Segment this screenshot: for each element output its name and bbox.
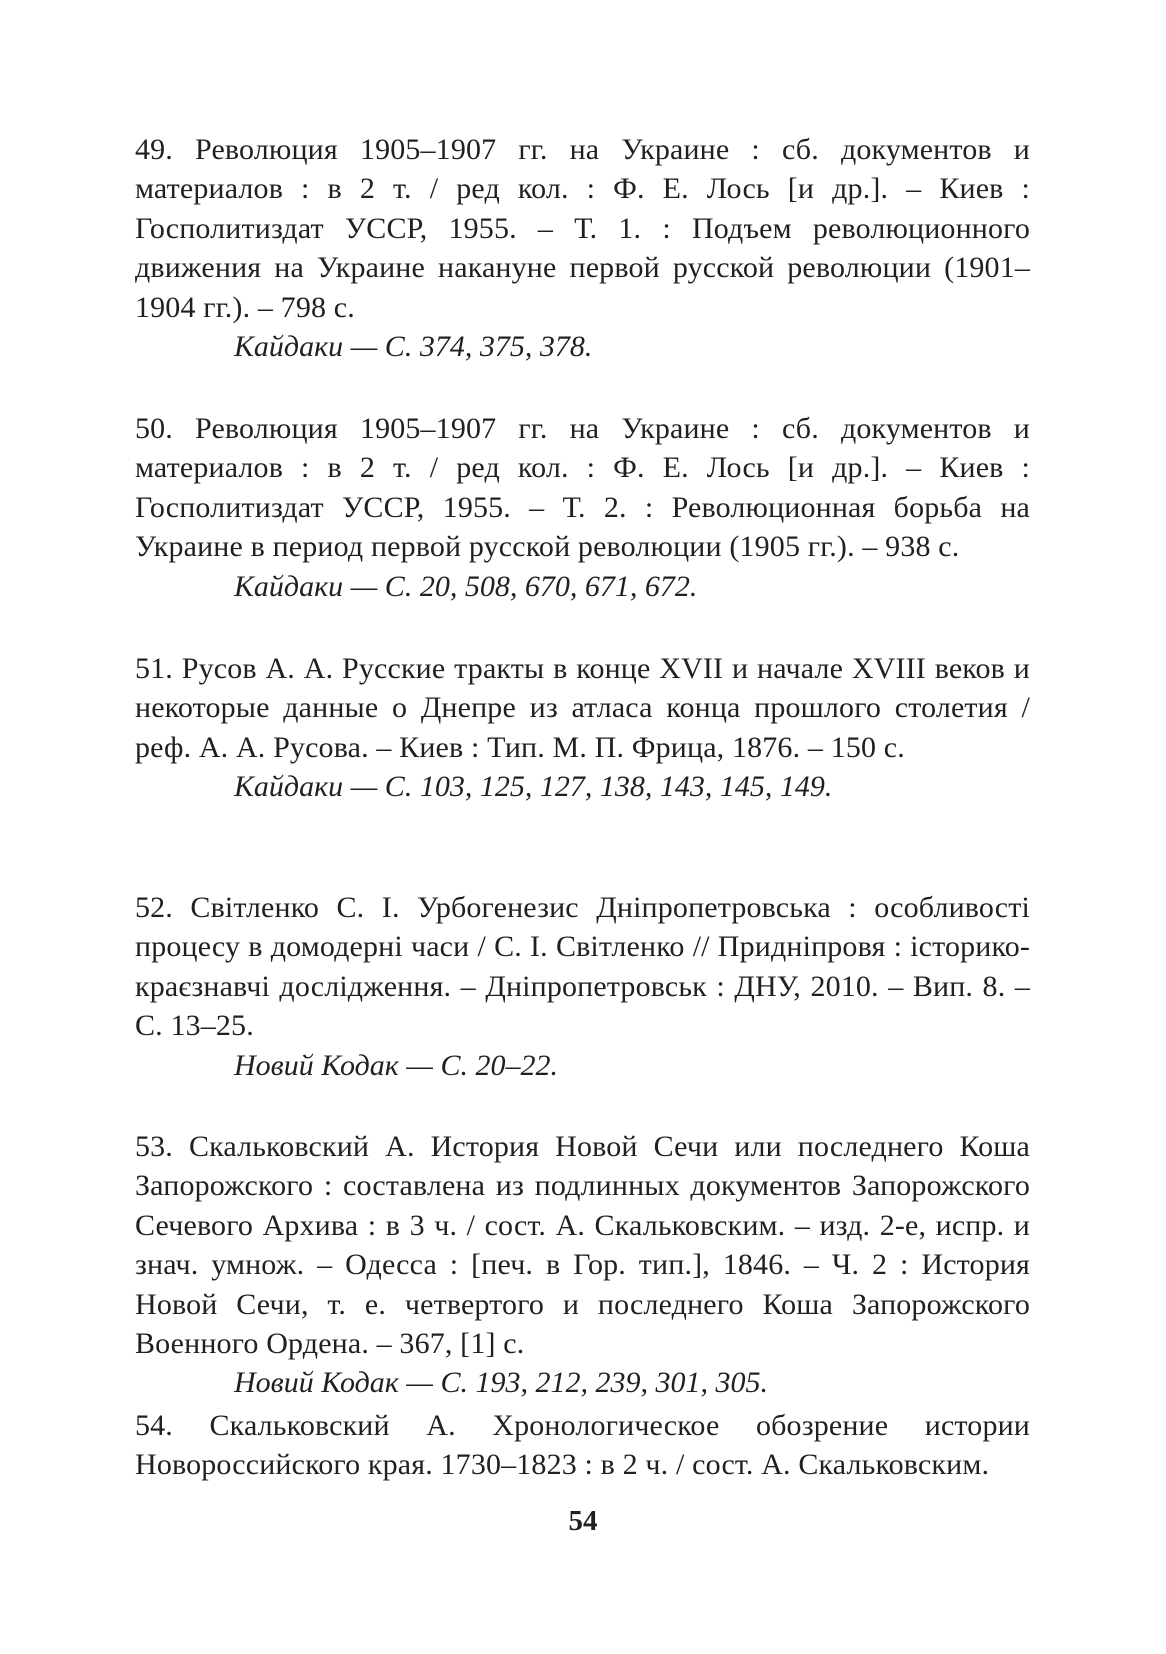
citation-text: 52. Світленко С. І. Урбогенезис Дніпропетровська : особливості процесу в домодерні часи / С. І. Світленко // Придніпровя : історико-краєзнавчі дослідження. – Дніпропетровськ : ДНУ, 2010. – Вип. 8. – С. 13–25. (135, 891, 1030, 1043)
bibliography-entry-51 (135, 649, 1030, 807)
citation-text: 51. Русов А. А. Русские тракты в конце XVII и начале XVIII веков и некоторые данные о Днепре из атласа конца прошлого столетия / реф. А. А. Русова. – Киев : Тип. М. П. Фрица, 1876. – 150 с. (135, 652, 1030, 764)
bibliography-entry-49 (135, 130, 1030, 366)
bibliography-entry-52 (135, 888, 1030, 1085)
citation-text: 54. Скальковский А. Хронологическое обозрение истории Новороссийского края. 1730–1823 : в 2 ч. / сост. А. Скальковским. (135, 1409, 1030, 1482)
bibliography-entry-54 (135, 1406, 1030, 1485)
citation-text: 53. Скальковский А. История Новой Сечи или последнего Коша Запорожского : составлена из подлинных документов Запорожского Сечевого Архива : в 3 ч. / сост. А. Скальковским. – изд. 2-е, испр. и знач. умнож. – Одесса : [печ. в Гор. тип.], 1846. – Ч. 2 : История Новой Сечи, т. е. четвертого и последнего Коша Запорожского Военного Ордена. – 367, [1] с. (135, 1130, 1030, 1361)
page-reference: Кайдаки — С. 103, 125, 127, 138, 143, 145, 149. (234, 770, 833, 804)
page-reference: Кайдаки — С. 20, 508, 670, 671, 672. (234, 569, 698, 603)
page-reference: Кайдаки — С. 374, 375, 378. (234, 330, 593, 364)
citation-text: 49. Революция 1905–1907 гг. на Украине : сб. документов и материалов : в 2 т. / ред кол. : Ф. Е. Лось [и др.]. – Киев : Госполитиздат УССР, 1955. – Т. 1. : Подъем революционного движения на Украине накануне первой русской революции (1901–1904 гг.). – 798 с. (135, 133, 1030, 324)
citation-text: 50. Революция 1905–1907 гг. на Украине : сб. документов и материалов : в 2 т. / ред кол. : Ф. Е. Лось [и др.]. – Киев : Госполитиздат УССР, 1955. – Т. 2. : Революционная борьба на Украине в период первой русской революции (1905 гг.). – 938 с. (135, 412, 1030, 564)
bibliography-page (135, 120, 1030, 1540)
bibliography-entry-53 (135, 1127, 1030, 1403)
page-reference: Новий Кодак — С. 20–22. (234, 1048, 558, 1082)
page-reference: Новий Кодак — С. 193, 212, 239, 301, 305. (234, 1366, 768, 1400)
page-number: 54 (568, 1505, 598, 1537)
bibliography-entry-50 (135, 409, 1030, 606)
